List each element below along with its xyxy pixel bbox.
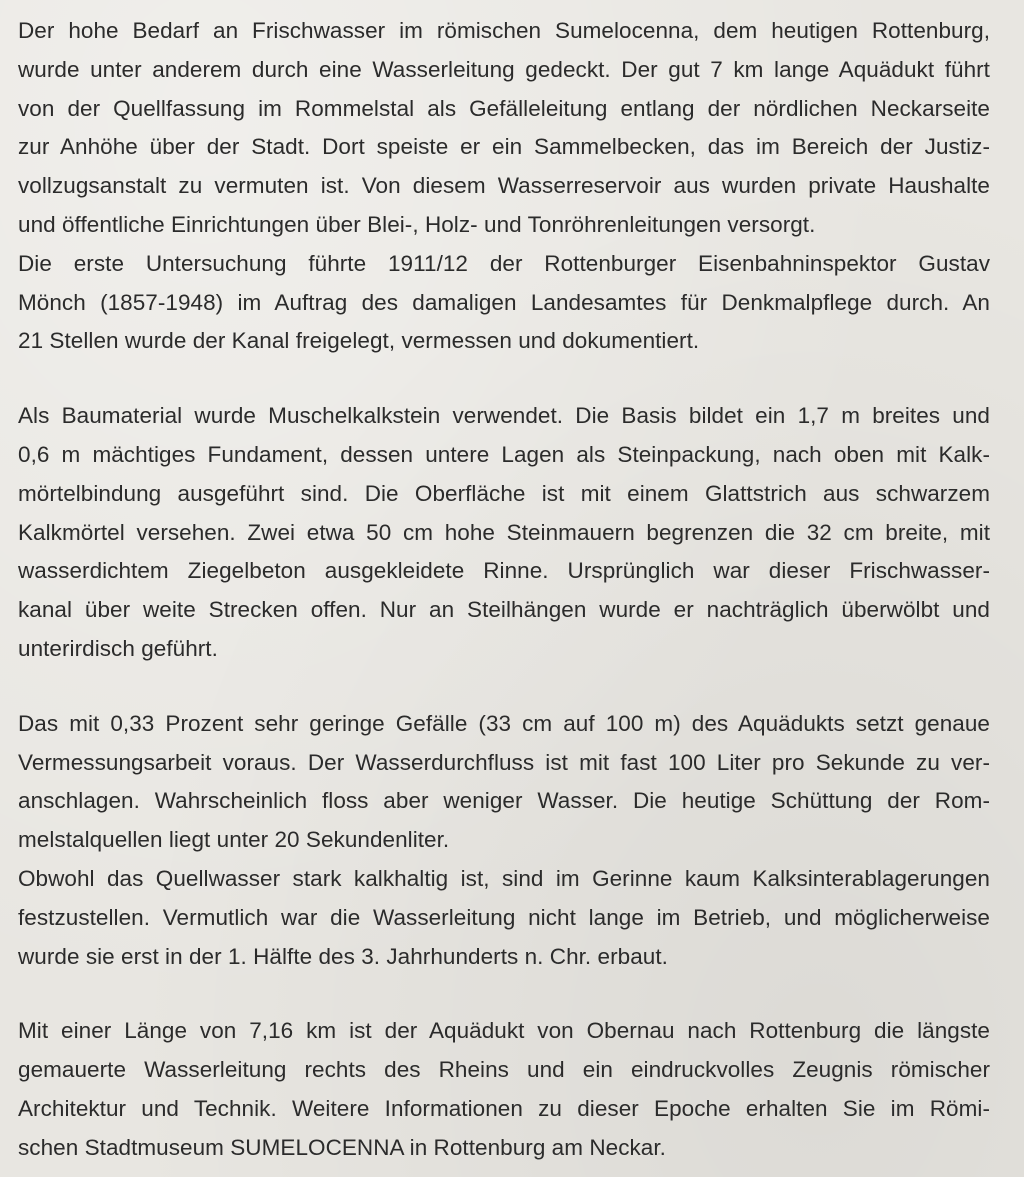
text-line: gemauerte Wasserleitung rechts des Rheins und ein eindruckvolles Zeugnis römischer [18, 1057, 990, 1083]
text-line: Der hohe Bedarf an Frischwasser im römischen Sumelocenna, dem heutigen Rottenburg, [18, 18, 990, 43]
paragraph-water-supply [18, 12, 990, 245]
paragraph-limestone [18, 860, 990, 976]
text-line: schen Stadtmuseum SUMELOCENNA in Rottenburg am Neckar. [18, 1134, 666, 1160]
text-line: wasserdichtem Ziegelbeton ausgekleidete Rinne. Ursprünglich war dieser Frischwasser- [18, 558, 990, 584]
paragraph-conclusion [18, 1012, 990, 1167]
text-line: wurde sie erst in der 1. Hälfte des 3. Jahrhunderts n. Chr. erbaut. [18, 943, 668, 969]
text-line: von der Quellfassung im Rommelstal als Gefälleleitung entlang der nördlichen Neckarseite [18, 95, 990, 121]
text-line: mörtelbindung ausgeführt sind. Die Oberfläche ist mit einem Glattstrich aus schwarzem [18, 480, 990, 506]
text-line: Obwohl das Quellwasser stark kalkhaltig ist, sind im Gerinne kaum Kalksinterablagerungen [18, 865, 990, 891]
text-line: 0,6 m mächtiges Fundament, dessen untere Lagen als Steinpackung, nach oben mit Kalk- [18, 441, 990, 467]
text-line: Architektur und Technik. Weitere Informationen zu dieser Epoche erhalten Sie im Römi- [18, 1095, 990, 1121]
paragraph-spacer [18, 361, 990, 397]
text-line: Das mit 0,33 Prozent sehr geringe Gefälle (33 cm auf 100 m) des Aquädukts setzt genaue [18, 710, 990, 736]
text-line: Mönch (1857-1948) im Auftrag des damaligen Landesamtes für Denkmalpflege durch. An [18, 289, 990, 315]
text-line: Die erste Untersuchung führte 1911/12 der Rottenburger Eisenbahninspektor Gustav [18, 250, 990, 276]
text-line: Als Baumaterial wurde Muschelkalkstein verwendet. Die Basis bildet ein 1,7 m breites und [18, 403, 990, 429]
paragraph-first-investigation [18, 245, 990, 361]
text-line: festzustellen. Vermutlich war die Wasserleitung nicht lange im Betrieb, und möglicherweise [18, 904, 990, 930]
text-line: Vermessungsarbeit voraus. Der Wasserdurchfluss ist mit fast 100 Liter pro Sekunde zu ver- [18, 749, 990, 775]
text-line: melstalquellen liegt unter 20 Sekundenliter. [18, 827, 450, 853]
paragraph-gradient [18, 705, 990, 860]
text-line: unterirdisch geführt. [18, 635, 218, 661]
text-line: Mit einer Länge von 7,16 km ist der Aquädukt von Obernau nach Rottenburg die längste [18, 1018, 990, 1044]
text-line: und öffentliche Einrichtungen über Blei-, Holz- und Tonröhrenleitungen versorgt. [18, 211, 816, 237]
paragraph-spacer [18, 976, 990, 1012]
text-line: 21 Stellen wurde der Kanal freigelegt, vermessen und dokumentiert. [18, 328, 700, 354]
paragraph-spacer [18, 669, 990, 705]
text-line: Kalkmörtel versehen. Zwei etwa 50 cm hohe Steinmauern begrenzen die 32 cm breite, mit [18, 519, 990, 545]
text-line: kanal über weite Strecken offen. Nur an Steilhängen wurde er nachträglich überwölbt und [18, 597, 990, 623]
paragraph-construction [18, 397, 990, 669]
text-line: anschlagen. Wahrscheinlich floss aber weniger Wasser. Die heutige Schüttung der Rom- [18, 788, 990, 814]
text-line: wurde unter anderem durch eine Wasserleitung gedeckt. Der gut 7 km lange Aquädukt führt [18, 56, 990, 82]
text-line: vollzugsanstalt zu vermuten ist. Von diesem Wasserreservoir aus wurden private Haushalte [18, 173, 990, 199]
text-line: zur Anhöhe über der Stadt. Dort speiste er ein Sammelbecken, das im Bereich der Justiz- [18, 134, 990, 160]
